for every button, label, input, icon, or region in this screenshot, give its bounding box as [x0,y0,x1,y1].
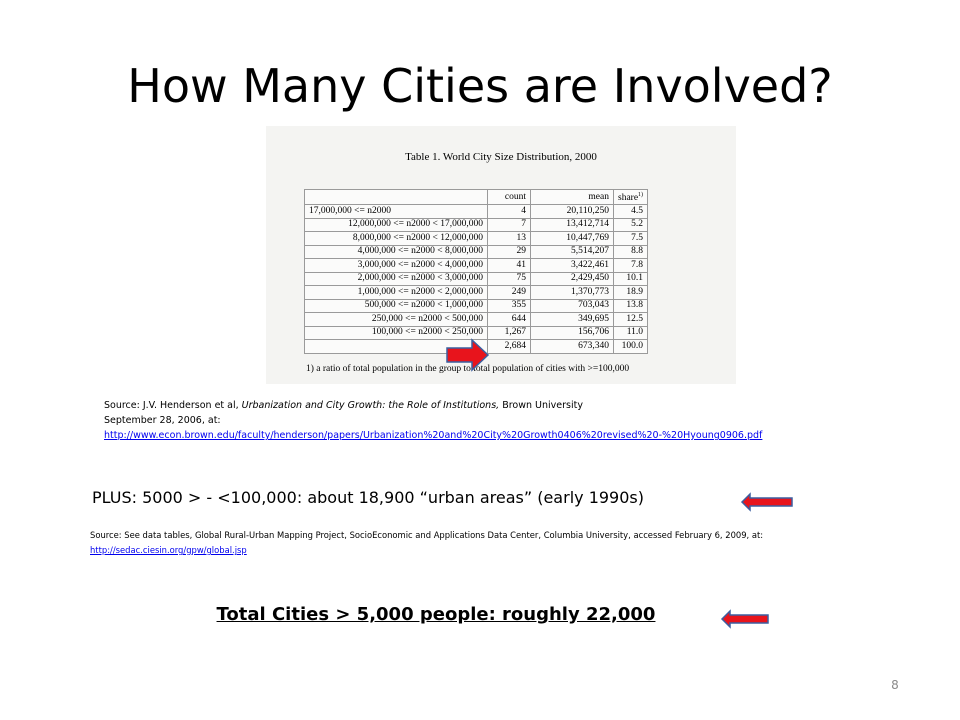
source1-prefix: Source: J.V. Henderson et al, [104,400,242,411]
cell-mean: 10,447,769 [531,232,614,246]
cell-count: 355 [488,299,531,313]
cell-range: 4,000,000 <= n2000 < 8,000,000 [305,245,488,259]
cell-count: 75 [488,272,531,286]
table-row [305,313,648,327]
cell-range: 500,000 <= n2000 < 1,000,000 [305,299,488,313]
cell-share: 5.2 [614,218,648,232]
cell-share: 8.8 [614,245,648,259]
header-count: count [488,190,531,205]
cell-range: 250,000 <= n2000 < 500,000 [305,313,488,327]
table-body [305,205,648,354]
source1-title: Urbanization and City Growth: the Role of Institutions, [241,400,500,411]
table-header-row [305,190,648,205]
header-share [614,190,648,205]
cell-mean: 5,514,207 [531,245,614,259]
cell-mean: 3,422,461 [531,259,614,273]
cell-range: 3,000,000 <= n2000 < 4,000,000 [305,259,488,273]
header-range [305,190,488,205]
cell-share: 7.5 [614,232,648,246]
table-row [305,272,648,286]
cell-share: 11.0 [614,326,648,340]
cell-range: 2,000,000 <= n2000 < 3,000,000 [305,272,488,286]
cell-count: 249 [488,286,531,300]
cell-share: 100.0 [614,340,648,354]
cell-count: 1,267 [488,326,531,340]
source1-suffix: Brown University [499,400,583,411]
cell-count: 7 [488,218,531,232]
cell-range: 100,000 <= n2000 < 250,000 [305,326,488,340]
cell-mean: 673,340 [531,340,614,354]
cell-count: 4 [488,205,531,219]
cell-range: 12,000,000 <= n2000 < 17,000,000 [305,218,488,232]
cell-share: 13.8 [614,299,648,313]
source2-text: Source: See data tables, Global Rural-Urban Mapping Project, SocioEconomic and Applications Data Center, Columbia University, accessed February 6, 2009, at: [90,530,764,540]
cell-mean: 703,043 [531,299,614,313]
cell-share: 10.1 [614,272,648,286]
table-caption: Table 1. World City Size Distribution, 2000 [405,151,597,163]
cell-count: 644 [488,313,531,327]
total-cities-summary: Total Cities > 5,000 people: roughly 22,000 [216,604,656,625]
city-size-table [304,189,648,354]
table-row [305,232,648,246]
cell-range: 1,000,000 <= n2000 < 2,000,000 [305,286,488,300]
cell-share: 4.5 [614,205,648,219]
table-row [305,218,648,232]
header-share-label: share [618,193,639,204]
cell-mean: 349,695 [531,313,614,327]
cell-mean: 2,429,450 [531,272,614,286]
cell-mean: 1,370,773 [531,286,614,300]
cell-count: 13 [488,232,531,246]
table-row [305,286,648,300]
page-number: 8 [891,678,899,692]
source1-line1 [104,398,884,413]
cell-range: 8,000,000 <= n2000 < 12,000,000 [305,232,488,246]
table-row [305,245,648,259]
slide-title: How Many Cities are Involved? [127,59,833,113]
table-footnote: 1) a ratio of total population in the group to total population of cities with >=100,000 [306,364,630,374]
cell-mean: 156,706 [531,326,614,340]
urban-areas-note: PLUS: 5000 > - <100,000: about 18,900 “urban areas” (early 1990s) [92,488,644,507]
table-row [305,205,648,219]
red-left-arrow-icon [740,491,794,513]
cell-range: 17,000,000 <= n2000 [305,205,488,219]
table-image [266,126,736,384]
cell-mean: 20,110,250 [531,205,614,219]
red-right-arrow-icon [446,338,490,372]
cell-mean: 13,412,714 [531,218,614,232]
source1-line2: September 28, 2006, at: [104,415,221,426]
source2-link[interactable]: http://sedac.ciesin.org/gpw/global.jsp [90,545,247,555]
header-mean: mean [531,190,614,205]
table-row [305,299,648,313]
cell-share: 7.8 [614,259,648,273]
source1-link[interactable]: http://www.econ.brown.edu/faculty/henderson/papers/Urbanization%20and%20City%20Growth0406%20revised%20-%20Hyoung0906.pdf [104,430,763,441]
cell-count: 2,684 [488,340,531,354]
header-share-note: 1) [638,192,644,198]
table-row [305,259,648,273]
cell-count: 29 [488,245,531,259]
source-citation-henderson [104,398,884,443]
cell-share: 18.9 [614,286,648,300]
cell-share: 12.5 [614,313,648,327]
source-citation-grump [90,528,790,558]
cell-count: 41 [488,259,531,273]
red-left-arrow-icon [720,608,770,630]
